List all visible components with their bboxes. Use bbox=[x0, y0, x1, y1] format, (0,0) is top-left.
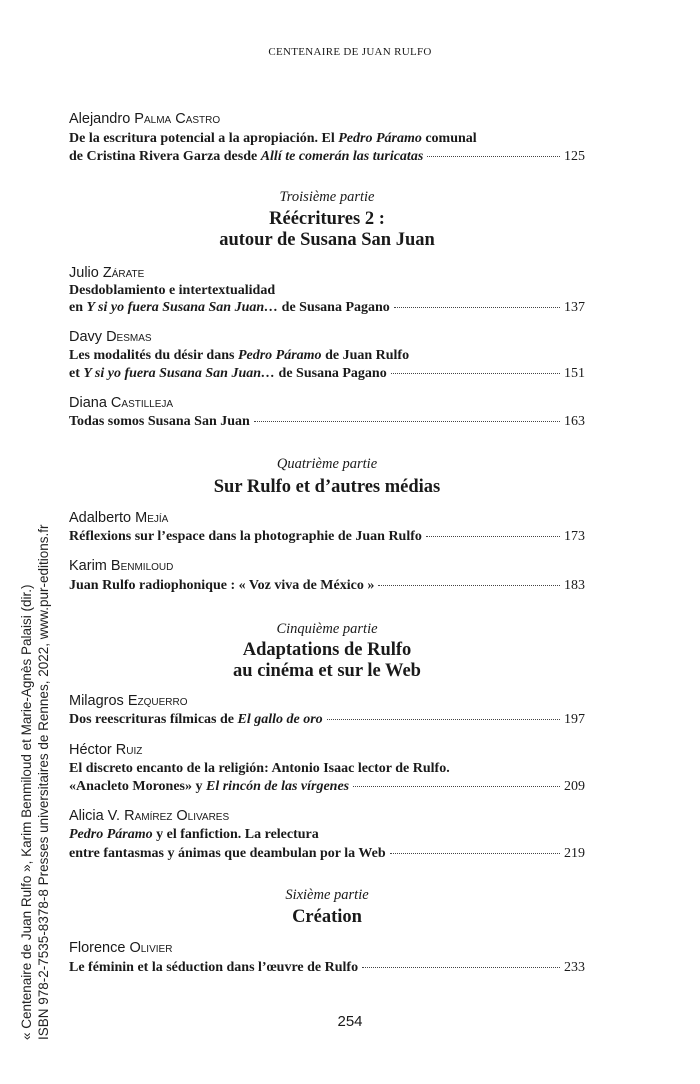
entry-author: Davy Desmas bbox=[69, 329, 152, 345]
page-ref: 125 bbox=[564, 149, 585, 164]
entry-author: Diana Castilleja bbox=[69, 395, 174, 411]
entry-title-line[interactable]: «Anacleto Morones» y El rincón de las vírgenes 209 bbox=[69, 779, 585, 794]
part-title: Création bbox=[292, 907, 362, 927]
dot-leader bbox=[391, 373, 560, 374]
entry-title-line[interactable]: Desdoblamiento e intertextualidad bbox=[69, 283, 276, 298]
part-title: Adaptations de Rulfo bbox=[242, 640, 412, 660]
dot-leader bbox=[353, 786, 560, 787]
entry-title-line[interactable]: et Y si yo fuera Susana San Juan… de Susana Pagano 151 bbox=[69, 366, 585, 381]
dot-leader bbox=[394, 307, 560, 308]
running-head: CENTENAIRE DE JUAN RULFO bbox=[268, 46, 432, 58]
page-ref: 233 bbox=[564, 960, 585, 975]
page-ref: 209 bbox=[564, 779, 585, 794]
page-ref: 137 bbox=[564, 300, 585, 315]
part-title: au cinéma et sur le Web bbox=[233, 661, 421, 681]
part-label: Troisième partie bbox=[279, 189, 375, 205]
part-title: Réécritures 2 : bbox=[269, 209, 385, 229]
entry-author: Julio Zárate bbox=[69, 265, 145, 281]
part-label: Quatrième partie bbox=[276, 456, 378, 472]
entry-author: Alejandro Palma Castro bbox=[69, 111, 221, 127]
side-note-line: ISBN 978-2-7535-8378-8 Presses universitaires de Rennes, 2022, www.pur-editions.fr bbox=[36, 524, 51, 1040]
dot-leader bbox=[426, 536, 560, 537]
entry-title-line[interactable]: Pedro Páramo y el fanfiction. La relectura bbox=[69, 827, 319, 842]
entry-author: Alicia V. Ramírez Olivares bbox=[69, 808, 230, 824]
side-note-line: « Centenaire de Juan Rulfo », Karim Benmiloud et Marie-Agnès Palaisi (dir.) bbox=[19, 584, 34, 1040]
side-copyright-note bbox=[0, 0, 60, 1084]
entry-title-line[interactable]: Todas somos Susana San Juan 163 bbox=[69, 414, 585, 429]
dot-leader bbox=[254, 421, 560, 422]
page-ref: 183 bbox=[564, 578, 585, 593]
page-number: 254 bbox=[337, 1013, 363, 1030]
entry-title-line[interactable]: en Y si yo fuera Susana San Juan… de Susana Pagano 137 bbox=[69, 300, 585, 315]
dot-leader bbox=[362, 967, 560, 968]
page-ref: 163 bbox=[564, 414, 585, 429]
dot-leader bbox=[390, 853, 560, 854]
part-label: Cinquième partie bbox=[276, 621, 378, 637]
entry-author: Karim Benmiloud bbox=[69, 558, 174, 574]
entry-title-line[interactable]: Le féminin et la séduction dans l’œuvre de Rulfo 233 bbox=[69, 960, 585, 975]
entry-author: Milagros Ezquerro bbox=[69, 693, 188, 709]
dot-leader bbox=[378, 585, 560, 586]
page-ref: 173 bbox=[564, 529, 585, 544]
entry-title-line[interactable]: Réflexions sur l’espace dans la photographie de Juan Rulfo 173 bbox=[69, 529, 585, 544]
page-ref: 197 bbox=[564, 712, 585, 727]
part-title: Sur Rulfo et d’autres médias bbox=[213, 477, 441, 497]
entry-title-line[interactable]: De la escritura potencial a la apropiación. El Pedro Páramo comunal bbox=[69, 131, 477, 146]
entry-author: Adalberto Mejía bbox=[69, 510, 169, 526]
page-ref: 219 bbox=[564, 846, 585, 861]
part-title: autour de Susana San Juan bbox=[219, 230, 435, 250]
entry-author: Florence Olivier bbox=[69, 940, 173, 956]
entry-title-line[interactable]: El discreto encanto de la religión: Antonio Isaac lector de Rulfo. bbox=[69, 761, 450, 776]
entry-title-line[interactable]: Juan Rulfo radiophonique : « Voz viva de México » 183 bbox=[69, 578, 585, 593]
entry-title-line[interactable]: Dos reescrituras fílmicas de El gallo de oro 197 bbox=[69, 712, 585, 727]
entry-author: Héctor Ruiz bbox=[69, 742, 143, 758]
page-ref: 151 bbox=[564, 366, 585, 381]
entry-title-line[interactable]: de Cristina Rivera Garza desde Allí te comerán las turicatas 125 bbox=[69, 149, 585, 164]
part-label: Sixième partie bbox=[285, 887, 369, 903]
entry-title-line[interactable]: Les modalités du désir dans Pedro Páramo de Juan Rulfo bbox=[69, 348, 410, 363]
entry-title-line[interactable]: entre fantasmas y ánimas que deambulan por la Web 219 bbox=[69, 846, 585, 861]
dot-leader bbox=[427, 156, 560, 157]
dot-leader bbox=[327, 719, 560, 720]
